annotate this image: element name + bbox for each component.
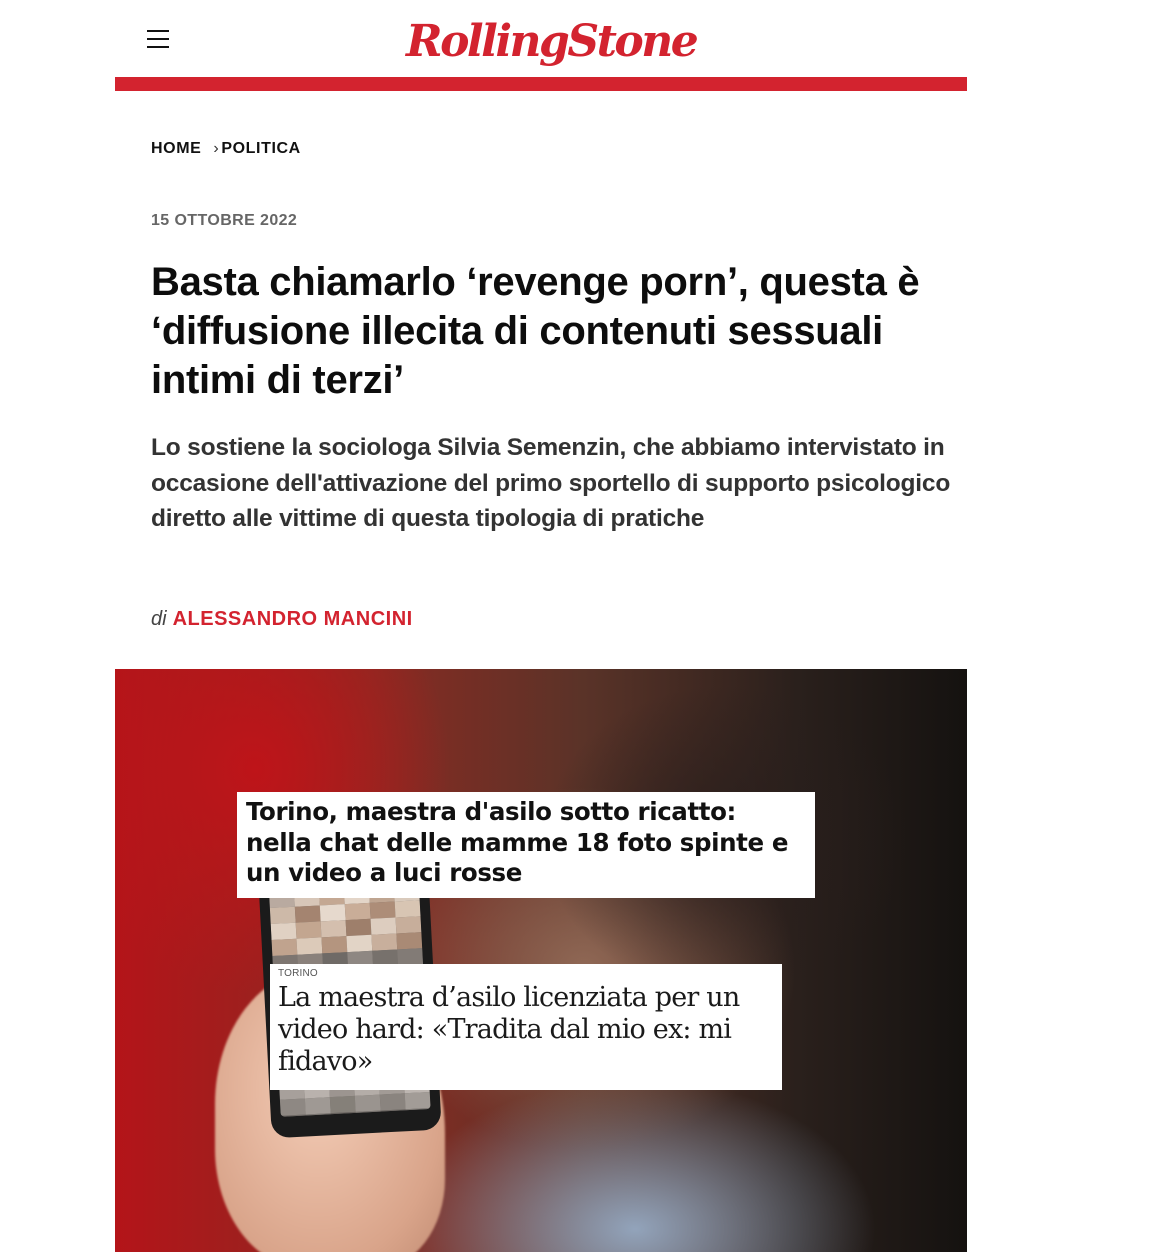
menu-bar	[147, 30, 169, 32]
article-date: 15 OTTOBRE 2022	[151, 212, 298, 229]
news-clipping-title: La maestra d’asilo licenziata per un video hard: «Tradita dal mio ex: mi fidavo»	[278, 982, 740, 1077]
menu-bar	[147, 46, 169, 48]
breadcrumb	[151, 139, 301, 159]
site-logo[interactable]: RollingStone	[406, 16, 697, 67]
chevron-right-icon: ›	[213, 140, 220, 157]
breadcrumb-section-link[interactable]: POLITICA	[221, 140, 301, 157]
author-link[interactable]: ALESSANDRO MANCINI	[172, 608, 413, 630]
news-clipping-headline: Torino, maestra d'asilo sotto ricatto: nella chat delle mamme 18 foto spinte e un video a luci rosse	[237, 792, 815, 898]
menu-bar	[147, 38, 169, 40]
news-clipping-card	[270, 964, 782, 1090]
byline-prefix: di	[151, 608, 167, 630]
breadcrumb-home-link[interactable]: HOME	[151, 140, 202, 157]
header-divider	[115, 77, 967, 91]
byline	[151, 606, 413, 632]
hero-image	[115, 669, 967, 1252]
article-title: Basta chiamarlo ‘revenge porn’, questa è ‘diffusione illecita di contenuti sessuali intimi di terzi’	[151, 260, 920, 402]
menu-icon[interactable]	[147, 28, 171, 50]
article-subtitle: Lo sostiene la sociologa Silvia Semenzin, che abbiamo intervistato in occasione dell'attivazione del primo sportello di supporto psicologico diretto alle vittime di questa tipologia di pratiche	[151, 434, 951, 532]
news-clipping-kicker: TORINO	[278, 968, 318, 979]
